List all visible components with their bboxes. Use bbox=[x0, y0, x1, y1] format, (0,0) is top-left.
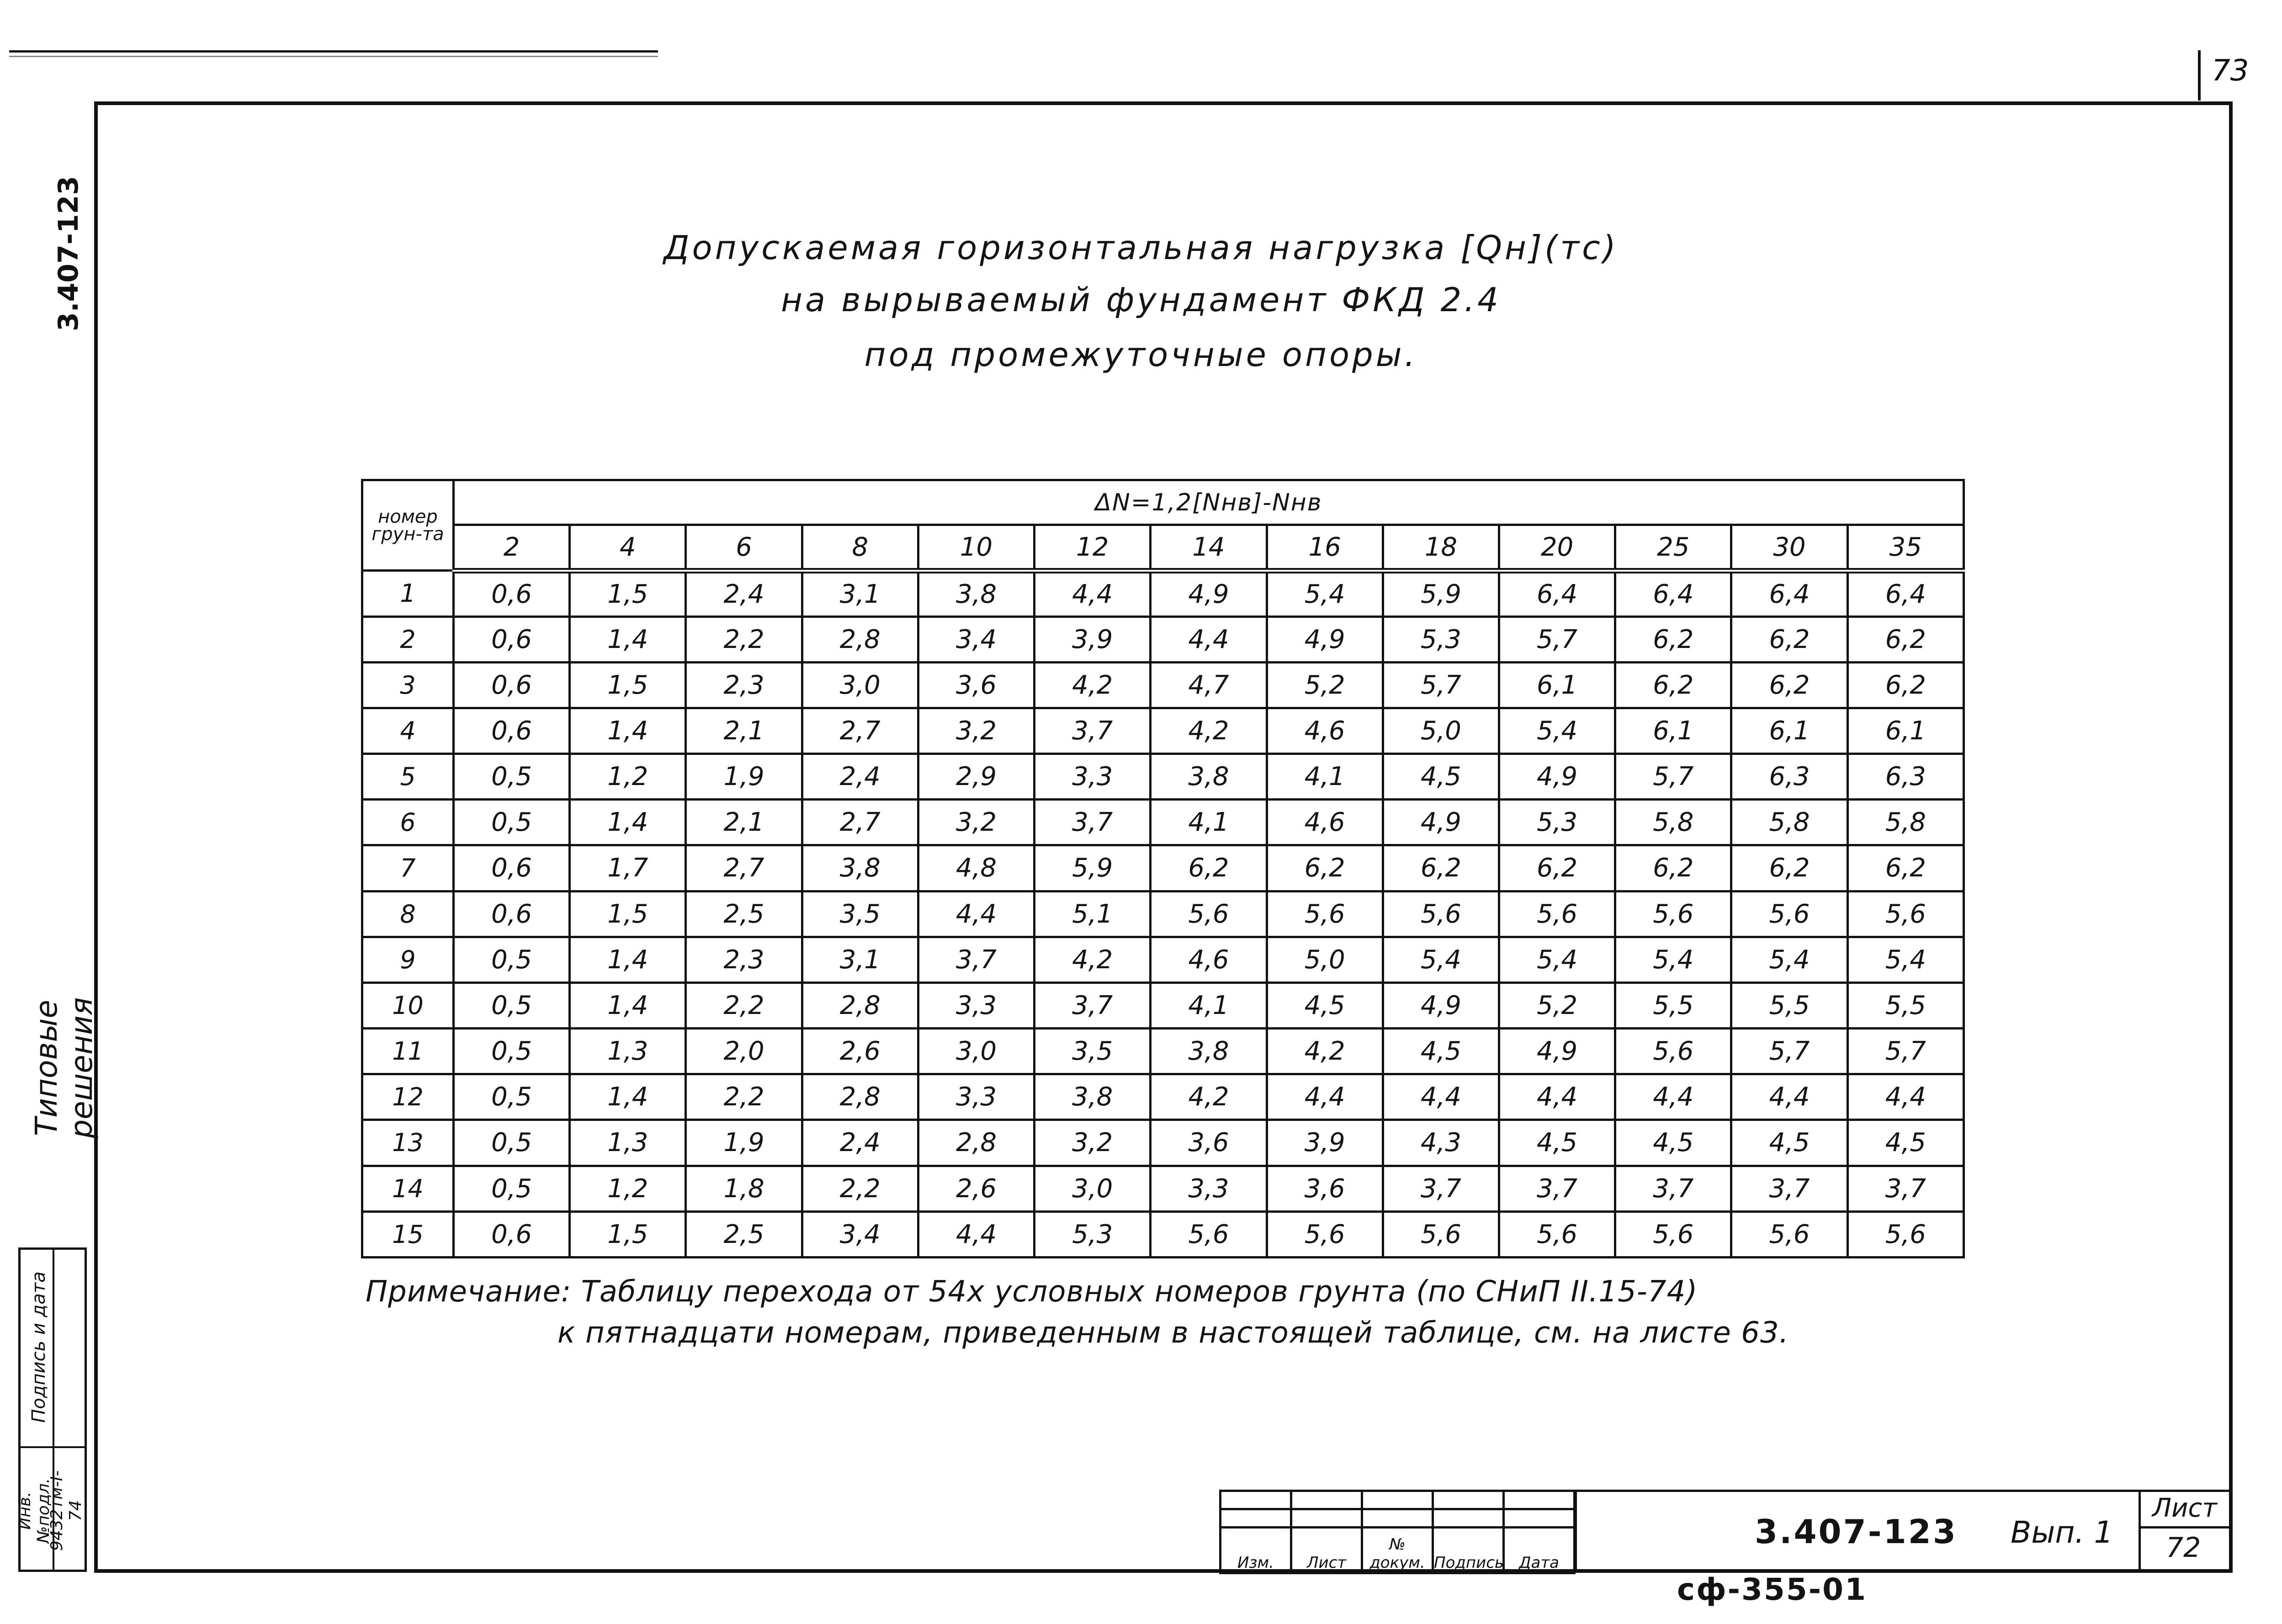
soil-number-cell: 10 bbox=[362, 982, 454, 1028]
column-header: 25 bbox=[1615, 525, 1731, 571]
load-value-cell: 4,4 bbox=[1615, 1074, 1731, 1120]
load-value-cell: 5,9 bbox=[1035, 845, 1151, 891]
load-value-cell: 3,3 bbox=[1151, 1166, 1267, 1211]
frame-right bbox=[2229, 101, 2233, 1572]
table-row bbox=[362, 982, 1964, 1028]
load-value-cell: 0,6 bbox=[454, 571, 570, 616]
load-value-cell: 2,8 bbox=[802, 616, 918, 662]
table-row bbox=[362, 662, 1964, 708]
table-row bbox=[362, 1211, 1964, 1257]
load-value-cell: 5,6 bbox=[1615, 1211, 1731, 1257]
load-value-cell: 0,6 bbox=[454, 845, 570, 891]
column-header: 18 bbox=[1383, 525, 1499, 571]
load-value-cell: 5,4 bbox=[1499, 937, 1615, 982]
load-value-cell: 5,7 bbox=[1615, 754, 1731, 800]
soil-number-cell: 7 bbox=[362, 845, 454, 891]
load-value-cell: 0,5 bbox=[454, 1029, 570, 1074]
load-value-cell: 3,6 bbox=[1267, 1166, 1383, 1211]
load-value-cell: 4,6 bbox=[1267, 800, 1383, 845]
load-value-cell: 4,5 bbox=[1731, 1120, 1847, 1166]
load-value-cell: 2,0 bbox=[686, 1029, 802, 1074]
load-value-cell: 2,8 bbox=[802, 982, 918, 1028]
load-value-cell: 1,4 bbox=[570, 616, 686, 662]
soil-number-cell: 2 bbox=[362, 616, 454, 662]
top-rule-left bbox=[9, 50, 658, 53]
load-value-cell: 2,8 bbox=[918, 1120, 1034, 1166]
load-value-cell: 4,4 bbox=[1267, 1074, 1383, 1120]
load-value-cell: 6,1 bbox=[1615, 708, 1731, 754]
load-value-cell: 2,2 bbox=[686, 982, 802, 1028]
load-value-cell: 3,9 bbox=[1267, 1120, 1383, 1166]
load-value-cell: 2,2 bbox=[686, 1074, 802, 1120]
sheet-label: Лист bbox=[2152, 1493, 2217, 1523]
load-value-cell: 4,9 bbox=[1151, 571, 1267, 616]
column-header: 6 bbox=[686, 525, 802, 571]
load-value-cell: 4,5 bbox=[1847, 1120, 1964, 1166]
load-value-cell: 1,4 bbox=[570, 937, 686, 982]
load-value-cell: 4,9 bbox=[1383, 800, 1499, 845]
soil-number-cell: 11 bbox=[362, 1029, 454, 1074]
load-value-cell: 4,1 bbox=[1151, 800, 1267, 845]
load-value-cell: 4,4 bbox=[918, 1211, 1034, 1257]
table-row bbox=[362, 1074, 1964, 1120]
load-table bbox=[361, 479, 1965, 1258]
soil-number-cell: 14 bbox=[362, 1166, 454, 1211]
soil-number-cell: 4 bbox=[362, 708, 454, 754]
load-value-cell: 4,4 bbox=[918, 891, 1034, 937]
load-value-cell: 5,6 bbox=[1267, 1211, 1383, 1257]
load-value-cell: 4,5 bbox=[1499, 1120, 1615, 1166]
load-value-cell: 5,6 bbox=[1847, 891, 1964, 937]
load-value-cell: 4,9 bbox=[1383, 982, 1499, 1028]
table-row bbox=[362, 845, 1964, 891]
revision-stamp bbox=[1219, 1490, 1576, 1574]
load-value-cell: 3,2 bbox=[1035, 1120, 1151, 1166]
load-value-cell: 3,4 bbox=[918, 616, 1034, 662]
load-value-cell: 0,6 bbox=[454, 708, 570, 754]
soil-number-cell: 15 bbox=[362, 1211, 454, 1257]
load-value-cell: 4,3 bbox=[1383, 1120, 1499, 1166]
load-value-cell: 3,6 bbox=[1151, 1120, 1267, 1166]
side-stamp-signature: Подпись и дата bbox=[28, 1271, 49, 1423]
load-value-cell: 5,0 bbox=[1267, 937, 1383, 982]
load-value-cell: 3,8 bbox=[802, 845, 918, 891]
table-row bbox=[362, 616, 1964, 662]
load-value-cell: 3,8 bbox=[1151, 754, 1267, 800]
issue-label: Вып. 1 bbox=[2011, 1515, 2113, 1550]
top-rule-right bbox=[9, 56, 658, 57]
load-value-cell: 5,4 bbox=[1847, 937, 1964, 982]
load-value-cell: 4,5 bbox=[1615, 1120, 1731, 1166]
load-value-cell: 4,2 bbox=[1267, 1029, 1383, 1074]
load-value-cell: 4,2 bbox=[1151, 1074, 1267, 1120]
load-value-cell: 1,5 bbox=[570, 662, 686, 708]
load-value-cell: 3,3 bbox=[1035, 754, 1151, 800]
corner-divider bbox=[2198, 50, 2201, 101]
load-value-cell: 3,5 bbox=[1035, 1029, 1151, 1074]
load-value-cell: 3,4 bbox=[802, 1211, 918, 1257]
table-row bbox=[362, 891, 1964, 937]
load-value-cell: 5,6 bbox=[1847, 1211, 1964, 1257]
load-value-cell: 0,6 bbox=[454, 662, 570, 708]
load-value-cell: 2,1 bbox=[686, 708, 802, 754]
title-line-3: под промежуточные опоры. bbox=[864, 335, 1418, 374]
load-value-cell: 4,4 bbox=[1035, 571, 1151, 616]
load-value-cell: 1,5 bbox=[570, 891, 686, 937]
load-value-cell: 6,2 bbox=[1151, 845, 1267, 891]
column-header: 2 bbox=[454, 525, 570, 571]
formula-header: ΔN=1,2[Nнв]-Nнв bbox=[454, 480, 1964, 525]
load-value-cell: 1,3 bbox=[570, 1120, 686, 1166]
load-value-cell: 5,6 bbox=[1731, 1211, 1847, 1257]
load-value-cell: 4,4 bbox=[1383, 1074, 1499, 1120]
load-value-cell: 0,5 bbox=[454, 1166, 570, 1211]
load-value-cell: 1,7 bbox=[570, 845, 686, 891]
soil-number-cell: 5 bbox=[362, 754, 454, 800]
load-value-cell: 6,2 bbox=[1615, 662, 1731, 708]
load-value-cell: 5,6 bbox=[1731, 891, 1847, 937]
stamp-column-label: Подпись bbox=[1433, 1528, 1504, 1573]
column-header: 30 bbox=[1731, 525, 1847, 571]
load-value-cell: 6,2 bbox=[1383, 845, 1499, 891]
load-value-cell: 5,2 bbox=[1267, 662, 1383, 708]
load-value-cell: 6,1 bbox=[1499, 662, 1615, 708]
load-value-cell: 5,7 bbox=[1499, 616, 1615, 662]
load-value-cell: 5,6 bbox=[1383, 1211, 1499, 1257]
load-value-cell: 5,5 bbox=[1847, 982, 1964, 1028]
column-header: 8 bbox=[802, 525, 918, 571]
load-value-cell: 5,9 bbox=[1383, 571, 1499, 616]
load-value-cell: 4,1 bbox=[1151, 982, 1267, 1028]
load-value-cell: 3,7 bbox=[1035, 982, 1151, 1028]
load-value-cell: 1,4 bbox=[570, 982, 686, 1028]
table-row bbox=[362, 708, 1964, 754]
load-value-cell: 2,6 bbox=[802, 1029, 918, 1074]
load-value-cell: 4,5 bbox=[1267, 982, 1383, 1028]
load-value-cell: 6,3 bbox=[1731, 754, 1847, 800]
load-value-cell: 6,2 bbox=[1847, 662, 1964, 708]
column-header: 10 bbox=[918, 525, 1034, 571]
load-value-cell: 4,6 bbox=[1151, 937, 1267, 982]
table-row bbox=[362, 937, 1964, 982]
load-value-cell: 4,6 bbox=[1267, 708, 1383, 754]
load-value-cell: 3,7 bbox=[918, 937, 1034, 982]
load-value-cell: 5,4 bbox=[1267, 571, 1383, 616]
column-header: 20 bbox=[1499, 525, 1615, 571]
load-value-cell: 2,9 bbox=[918, 754, 1034, 800]
load-value-cell: 4,5 bbox=[1383, 1029, 1499, 1074]
load-value-cell: 5,7 bbox=[1731, 1029, 1847, 1074]
bottom-code: сф-355-01 bbox=[1677, 1572, 1868, 1607]
load-value-cell: 5,3 bbox=[1383, 616, 1499, 662]
load-value-cell: 3,5 bbox=[802, 891, 918, 937]
table-row bbox=[362, 754, 1964, 800]
load-value-cell: 2,3 bbox=[686, 662, 802, 708]
load-value-cell: 0,5 bbox=[454, 1120, 570, 1166]
load-value-cell: 5,7 bbox=[1383, 662, 1499, 708]
load-value-cell: 5,6 bbox=[1615, 891, 1731, 937]
load-value-cell: 3,7 bbox=[1035, 708, 1151, 754]
load-value-cell: 5,1 bbox=[1035, 891, 1151, 937]
load-value-cell: 1,3 bbox=[570, 1029, 686, 1074]
side-label: Типовые решения bbox=[29, 997, 99, 1139]
sheet-number: 72 bbox=[2166, 1532, 2201, 1564]
stamp-divider-b bbox=[2139, 1490, 2141, 1572]
load-value-cell: 6,3 bbox=[1847, 754, 1964, 800]
load-value-cell: 6,4 bbox=[1847, 571, 1964, 616]
load-value-cell: 4,9 bbox=[1499, 754, 1615, 800]
load-value-cell: 0,5 bbox=[454, 982, 570, 1028]
load-value-cell: 3,7 bbox=[1615, 1166, 1731, 1211]
corner-sheet-number: 73 bbox=[2212, 54, 2249, 88]
load-value-cell: 6,1 bbox=[1847, 708, 1964, 754]
load-value-cell: 3,7 bbox=[1731, 1166, 1847, 1211]
load-value-cell: 1,4 bbox=[570, 800, 686, 845]
load-value-cell: 5,3 bbox=[1499, 800, 1615, 845]
load-value-cell: 2,4 bbox=[802, 754, 918, 800]
load-value-cell: 6,2 bbox=[1731, 616, 1847, 662]
stamp-column-label: Лист bbox=[1291, 1528, 1362, 1573]
load-value-cell: 5,6 bbox=[1151, 1211, 1267, 1257]
load-value-cell: 6,2 bbox=[1267, 845, 1383, 891]
load-value-cell: 5,8 bbox=[1847, 800, 1964, 845]
frame-bottom bbox=[94, 1569, 2233, 1573]
load-value-cell: 3,2 bbox=[918, 708, 1034, 754]
soil-number-cell: 3 bbox=[362, 662, 454, 708]
stamp-column-label: № докум. bbox=[1362, 1528, 1433, 1573]
load-value-cell: 3,7 bbox=[1383, 1166, 1499, 1211]
load-value-cell: 1,2 bbox=[570, 1166, 686, 1211]
stamp-column-label: Изм. bbox=[1221, 1528, 1291, 1573]
load-value-cell: 0,5 bbox=[454, 800, 570, 845]
load-value-cell: 4,2 bbox=[1035, 937, 1151, 982]
load-value-cell: 5,6 bbox=[1151, 891, 1267, 937]
note-line-2: к пятнадцати номерам, приведенным в настоящей таблице, см. на листе 63. bbox=[557, 1316, 1789, 1350]
load-value-cell: 3,8 bbox=[1035, 1074, 1151, 1120]
frame-left bbox=[94, 101, 98, 1572]
load-value-cell: 4,4 bbox=[1151, 616, 1267, 662]
load-value-cell: 3,3 bbox=[918, 982, 1034, 1028]
table-row bbox=[362, 800, 1964, 845]
load-value-cell: 5,4 bbox=[1499, 708, 1615, 754]
load-value-cell: 2,3 bbox=[686, 937, 802, 982]
load-value-cell: 3,1 bbox=[802, 937, 918, 982]
load-value-cell: 6,2 bbox=[1731, 845, 1847, 891]
load-value-cell: 3,9 bbox=[1035, 616, 1151, 662]
load-value-cell: 0,6 bbox=[454, 1211, 570, 1257]
load-value-cell: 4,5 bbox=[1383, 754, 1499, 800]
load-value-cell: 6,4 bbox=[1615, 571, 1731, 616]
load-value-cell: 5,5 bbox=[1731, 982, 1847, 1028]
load-value-cell: 5,6 bbox=[1267, 891, 1383, 937]
stamp-column-label: Дата bbox=[1504, 1528, 1575, 1573]
stamp-divider-a bbox=[1575, 1490, 1577, 1572]
load-value-cell: 1,9 bbox=[686, 1120, 802, 1166]
load-value-cell: 5,8 bbox=[1731, 800, 1847, 845]
load-value-cell: 5,0 bbox=[1383, 708, 1499, 754]
load-value-cell: 1,5 bbox=[570, 1211, 686, 1257]
load-value-cell: 6,4 bbox=[1731, 571, 1847, 616]
load-value-cell: 1,4 bbox=[570, 1074, 686, 1120]
soil-number-cell: 8 bbox=[362, 891, 454, 937]
load-value-cell: 2,6 bbox=[918, 1166, 1034, 1211]
side-code: 3.407-123 bbox=[53, 176, 85, 331]
soil-number-cell: 6 bbox=[362, 800, 454, 845]
load-value-cell: 4,9 bbox=[1267, 616, 1383, 662]
load-value-cell: 0,5 bbox=[454, 754, 570, 800]
load-value-cell: 3,7 bbox=[1035, 800, 1151, 845]
column-header: 14 bbox=[1151, 525, 1267, 571]
load-value-cell: 2,7 bbox=[686, 845, 802, 891]
load-value-cell: 5,3 bbox=[1035, 1211, 1151, 1257]
column-header: 4 bbox=[570, 525, 686, 571]
stamp-top-line bbox=[1575, 1490, 2229, 1492]
load-value-cell: 2,2 bbox=[686, 616, 802, 662]
load-value-cell: 4,4 bbox=[1847, 1074, 1964, 1120]
load-value-cell: 5,5 bbox=[1615, 982, 1731, 1028]
table-row bbox=[362, 571, 1964, 616]
soil-number-cell: 12 bbox=[362, 1074, 454, 1120]
load-value-cell: 3,8 bbox=[1151, 1029, 1267, 1074]
load-value-cell: 5,7 bbox=[1847, 1029, 1964, 1074]
load-value-cell: 6,2 bbox=[1731, 662, 1847, 708]
doc-code: 3.407-123 bbox=[1755, 1513, 1958, 1551]
load-value-cell: 2,7 bbox=[802, 800, 918, 845]
load-value-cell: 6,2 bbox=[1499, 845, 1615, 891]
title-line-2: на вырываемый фундамент ФКД 2.4 bbox=[780, 281, 1501, 319]
corner-header: номер грун-та bbox=[362, 480, 454, 571]
load-value-cell: 1,4 bbox=[570, 708, 686, 754]
soil-number-cell: 13 bbox=[362, 1120, 454, 1166]
title-line-1: Допускаемая горизонтальная нагрузка [Qн](тс) bbox=[663, 228, 1619, 267]
note-line-1: Примечание: Таблицу перехода от 54х условных номеров грунта (по СНиП II.15-74) bbox=[366, 1275, 1698, 1309]
column-header: 12 bbox=[1035, 525, 1151, 571]
load-value-cell: 3,3 bbox=[918, 1074, 1034, 1120]
load-value-cell: 2,7 bbox=[802, 708, 918, 754]
load-value-cell: 3,0 bbox=[1035, 1166, 1151, 1211]
load-value-cell: 4,2 bbox=[1035, 662, 1151, 708]
load-value-cell: 0,5 bbox=[454, 1074, 570, 1120]
load-value-cell: 2,1 bbox=[686, 800, 802, 845]
load-value-cell: 4,1 bbox=[1267, 754, 1383, 800]
load-value-cell: 5,4 bbox=[1731, 937, 1847, 982]
load-value-cell: 4,7 bbox=[1151, 662, 1267, 708]
load-value-cell: 1,2 bbox=[570, 754, 686, 800]
load-value-cell: 1,9 bbox=[686, 754, 802, 800]
load-value-cell: 4,8 bbox=[918, 845, 1034, 891]
load-value-cell: 3,8 bbox=[918, 571, 1034, 616]
column-header: 16 bbox=[1267, 525, 1383, 571]
load-value-cell: 6,2 bbox=[1847, 616, 1964, 662]
side-stamp-inv: Инв.№подл. bbox=[16, 1478, 53, 1544]
load-value-cell: 2,5 bbox=[686, 891, 802, 937]
load-value-cell: 2,4 bbox=[802, 1120, 918, 1166]
load-value-cell: 4,4 bbox=[1499, 1074, 1615, 1120]
soil-number-cell: 9 bbox=[362, 937, 454, 982]
side-stamp bbox=[18, 1247, 87, 1572]
load-value-cell: 3,2 bbox=[918, 800, 1034, 845]
load-value-cell: 2,4 bbox=[686, 571, 802, 616]
load-value-cell: 3,7 bbox=[1847, 1166, 1964, 1211]
load-value-cell: 4,4 bbox=[1731, 1074, 1847, 1120]
load-value-cell: 5,6 bbox=[1499, 1211, 1615, 1257]
table-row bbox=[362, 1120, 1964, 1166]
load-value-cell: 5,6 bbox=[1383, 891, 1499, 937]
load-value-cell: 1,8 bbox=[686, 1166, 802, 1211]
load-value-cell: 0,5 bbox=[454, 937, 570, 982]
load-value-cell: 6,1 bbox=[1731, 708, 1847, 754]
frame-top bbox=[94, 101, 2233, 105]
load-value-cell: 2,5 bbox=[686, 1211, 802, 1257]
load-value-cell: 5,8 bbox=[1615, 800, 1731, 845]
side-stamp-code: 9432тм-I-74 bbox=[48, 1470, 85, 1551]
load-value-cell: 5,4 bbox=[1383, 937, 1499, 982]
load-value-cell: 4,2 bbox=[1151, 708, 1267, 754]
load-value-cell: 2,8 bbox=[802, 1074, 918, 1120]
load-value-cell: 0,6 bbox=[454, 891, 570, 937]
column-header: 35 bbox=[1847, 525, 1964, 571]
load-value-cell: 0,6 bbox=[454, 616, 570, 662]
load-value-cell: 6,2 bbox=[1615, 845, 1731, 891]
load-value-cell: 1,5 bbox=[570, 571, 686, 616]
load-value-cell: 6,2 bbox=[1847, 845, 1964, 891]
stamp-sheet-split bbox=[2139, 1526, 2229, 1528]
load-value-cell: 5,2 bbox=[1499, 982, 1615, 1028]
load-value-cell: 3,7 bbox=[1499, 1166, 1615, 1211]
load-value-cell: 2,2 bbox=[802, 1166, 918, 1211]
load-value-cell: 6,2 bbox=[1615, 616, 1731, 662]
soil-number-cell: 1 bbox=[362, 571, 454, 616]
load-value-cell: 3,0 bbox=[802, 662, 918, 708]
load-value-cell: 5,6 bbox=[1499, 891, 1615, 937]
load-value-cell: 4,9 bbox=[1499, 1029, 1615, 1074]
load-value-cell: 3,6 bbox=[918, 662, 1034, 708]
load-value-cell: 5,4 bbox=[1615, 937, 1731, 982]
load-value-cell: 6,4 bbox=[1499, 571, 1615, 616]
table-row bbox=[362, 1166, 1964, 1211]
load-value-cell: 5,6 bbox=[1615, 1029, 1731, 1074]
table-row bbox=[362, 1029, 1964, 1074]
load-value-cell: 3,1 bbox=[802, 571, 918, 616]
load-value-cell: 3,0 bbox=[918, 1029, 1034, 1074]
